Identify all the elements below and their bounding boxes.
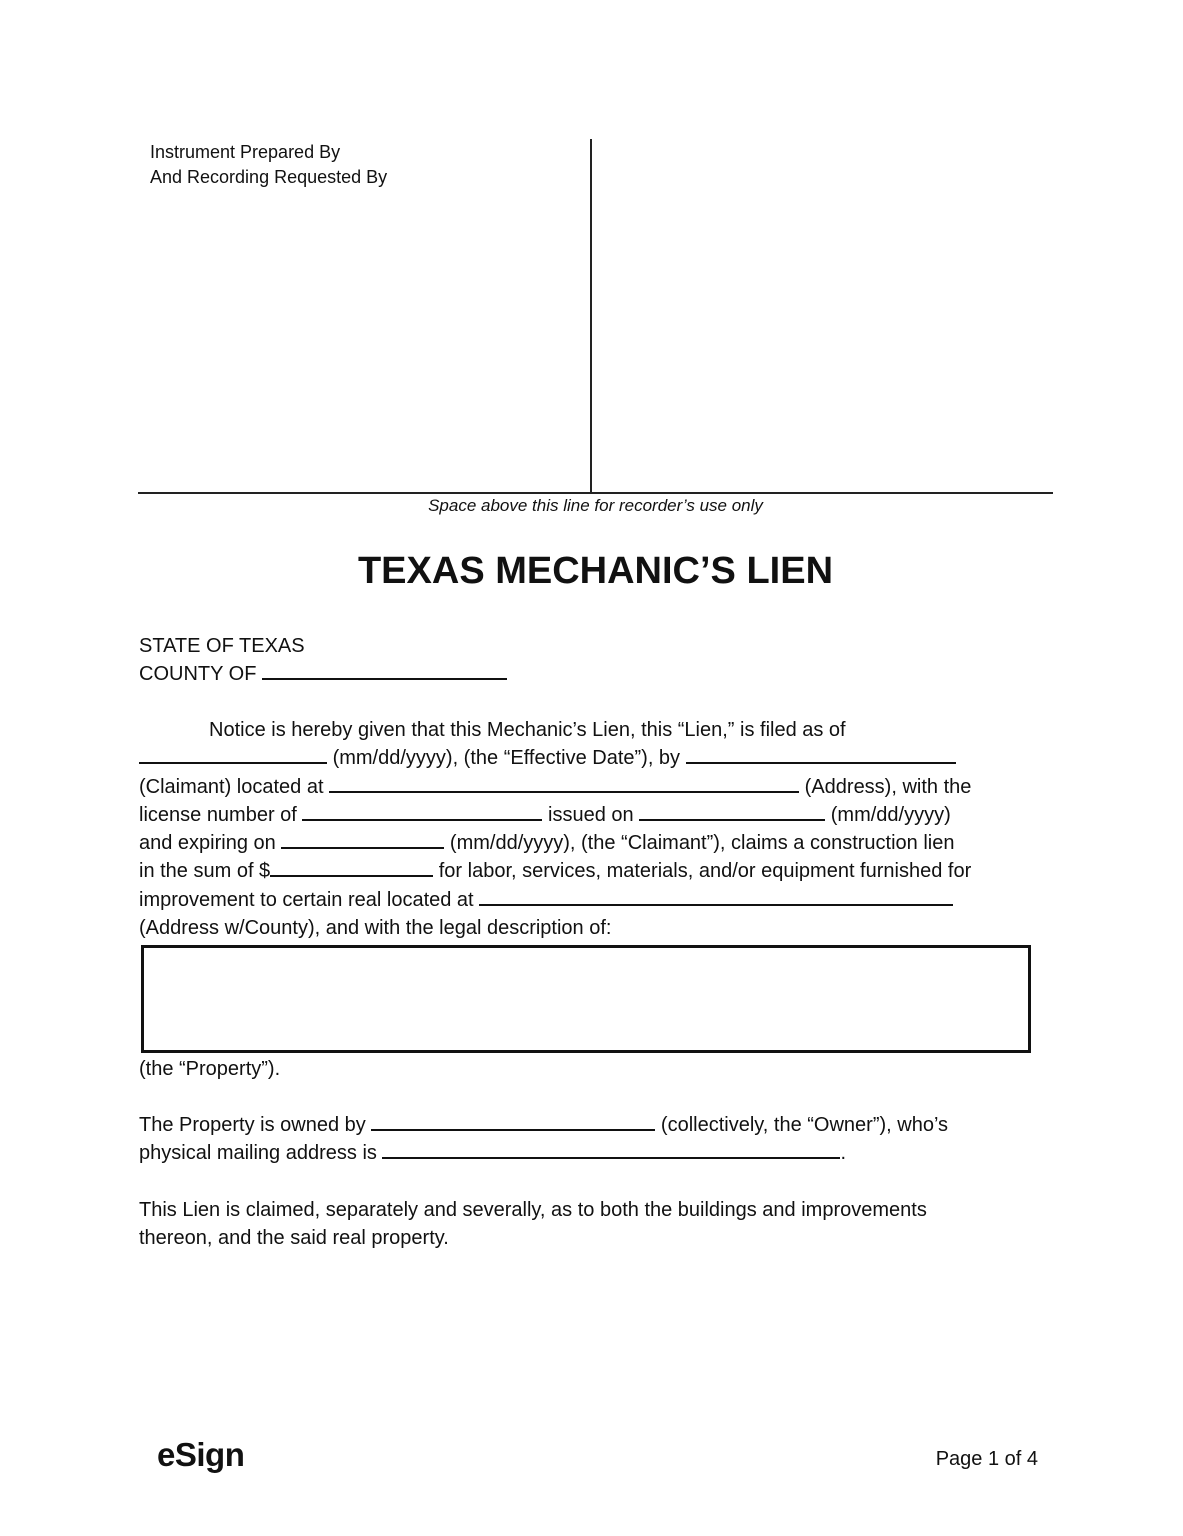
recorder-note: Space above this line for recorder’s use only xyxy=(428,496,763,515)
notice-line-8: (Address w/County), and with the legal description of: xyxy=(139,917,612,940)
license-issued-blank[interactable] xyxy=(639,801,825,821)
notice-line-6: in the sum of $ for labor, services, materials, and/or equipment furnished for xyxy=(139,857,971,885)
property-label: (the “Property”). xyxy=(139,1058,281,1080)
notice-line-7: improvement to certain real located at xyxy=(139,886,971,914)
claimant-address-blank[interactable] xyxy=(329,773,799,793)
document-title: TEXAS MECHANIC’S LIEN xyxy=(357,550,834,592)
owner-line-1: The Property is owned by (collectively, the “Owner”), who’s xyxy=(139,1111,948,1139)
license-number-blank[interactable] xyxy=(302,801,542,821)
county-line xyxy=(139,660,507,688)
lien-amount-blank[interactable] xyxy=(270,857,433,877)
license-expiry-blank[interactable] xyxy=(281,829,444,849)
effective-date-blank[interactable] xyxy=(139,744,327,764)
owner-name-blank[interactable] xyxy=(371,1111,655,1131)
notice-line-1: Notice is hereby given that this Mechanic’s Lien, this “Lien,” is filed as of xyxy=(209,719,846,741)
claim-paragraph xyxy=(139,1196,927,1253)
legal-description-box[interactable] xyxy=(141,945,1031,1053)
notice-line-2: (mm/dd/yyyy), (the “Effective Date”), by xyxy=(139,744,971,772)
claim-line-1: This Lien is claimed, separately and severally, as to both the buildings and improvements xyxy=(139,1199,927,1221)
recorder-divider-horizontal xyxy=(138,492,1053,494)
county-label: COUNTY OF xyxy=(139,663,257,685)
notice-paragraph xyxy=(139,716,971,942)
claimant-name-blank[interactable] xyxy=(686,744,956,764)
prepared-by-label: Instrument Prepared By xyxy=(150,142,341,162)
claim-line-2: thereon, and the said real property. xyxy=(139,1227,449,1250)
owner-line-2: physical mailing address is . xyxy=(139,1139,948,1167)
recorder-divider-vertical xyxy=(590,139,592,494)
state-line: STATE OF TEXAS xyxy=(139,635,305,657)
page-number: Page 1 of 4 xyxy=(935,1448,1038,1470)
county-blank[interactable] xyxy=(262,660,507,680)
preparer-block xyxy=(150,140,387,190)
notice-line-5: and expiring on (mm/dd/yyyy), (the “Claimant”), claims a construction lien xyxy=(139,829,971,857)
owner-paragraph xyxy=(139,1111,948,1168)
recording-requested-label: And Recording Requested By xyxy=(150,167,388,187)
notice-line-4: license number of issued on (mm/dd/yyyy) xyxy=(139,801,971,829)
property-address-blank[interactable] xyxy=(479,886,953,906)
owner-address-blank[interactable] xyxy=(382,1139,840,1159)
notice-line-3: (Claimant) located at (Address), with the xyxy=(139,773,971,801)
esign-logo: eSign xyxy=(157,1436,245,1473)
